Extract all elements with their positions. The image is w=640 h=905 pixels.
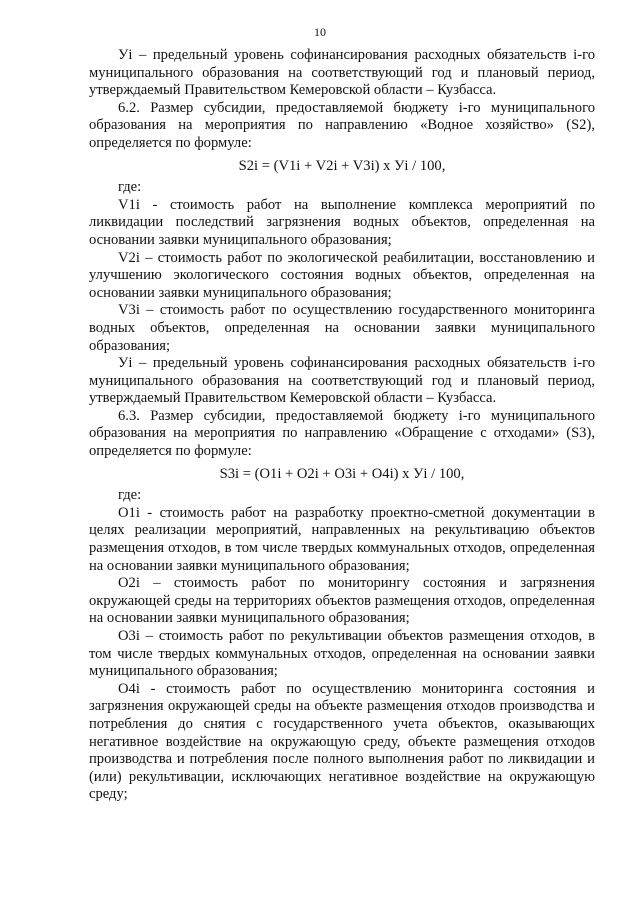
page-number: 10 (314, 25, 326, 39)
definition-o2i: O2i – стоимость работ по мониторингу состояния и загрязнения окружающей среды на территориях объектов размещения отходов, определенная на основании заявки муниципального образования; (89, 575, 595, 627)
formula-s3: S3i = (O1i + O2i + O3i + O4i) х Уi / 100, (219, 465, 465, 482)
paragraph-yi-definition-1: Уi – предельный уровень софинансирования расходных обязательств i-го муниципального образования на соответствующий год и плановый период, утверждаемый Правительством Кемеровской области – Кузбасса. (89, 47, 595, 99)
definition-v2i: V2i – стоимость работ по экологической реабилитации, восстановлению и улучшению экологического состояния водных объектов, определенная на основании заявки муниципального образования; (89, 249, 595, 301)
paragraph-yi-definition-2: Уi – предельный уровень софинансирования расходных обязательств i-го муниципального образования на соответствующий год и плановый период, утверждаемый Правительством Кемеровской области – Кузбасса. (89, 355, 595, 407)
definition-o3i: O3i – стоимость работ по рекультивации объектов размещения отходов, в том числе твердых коммунальных отходов, определенная на основании заявки муниципального образования; (89, 628, 595, 680)
formula-s2: S2i = (V1i + V2i + V3i) х Уi / 100, (238, 157, 446, 174)
where-label-2: где: (118, 487, 142, 504)
document-body (89, 47, 595, 804)
paragraph-6-2: 6.2. Размер субсидии, предоставляемой бюджету i-го муниципального образования на мероприятия по направлению «Водное хозяйство» (S2), определяется по формуле: (89, 99, 595, 151)
definition-v3i: V3i – стоимость работ по осуществлению государственного мониторинга водных объектов, определенная на основании заявки муниципального образования; (89, 302, 595, 354)
definition-o1i: O1i - стоимость работ на разработку проектно-сметной документации в целях реализации мероприятий, направленных на рекультивацию объектов размещения отходов, в том числе твердых коммунальных отходов, определенная на основании заявки муниципального образования; (89, 504, 595, 574)
paragraph-6-3: 6.3. Размер субсидии, предоставляемой бюджету i-го муниципального образования на мероприятия по направлению «Обращение с отходами» (S3), определяется по формуле: (89, 407, 595, 460)
definition-o4i: O4i - стоимость работ по осуществлению мониторинга состояния и загрязнения окружающей среды на объекте размещения отходов производства и потребления до снятия с государственного учета объектов, оказывающих негативное воздействие на окружающую среду, объекте размещения отходов производства и потребления после полного выполнения работ по ликвидации и (или) рекультивации, исключающих негативное воздействие на окружающую среду; (89, 680, 595, 803)
definition-v1i: V1i - стоимость работ на выполнение комплекса мероприятий по ликвидации последствий загрязнения водных объектов, определенная на основании заявки муниципального образования; (89, 196, 595, 248)
where-label-1: где: (118, 179, 142, 196)
